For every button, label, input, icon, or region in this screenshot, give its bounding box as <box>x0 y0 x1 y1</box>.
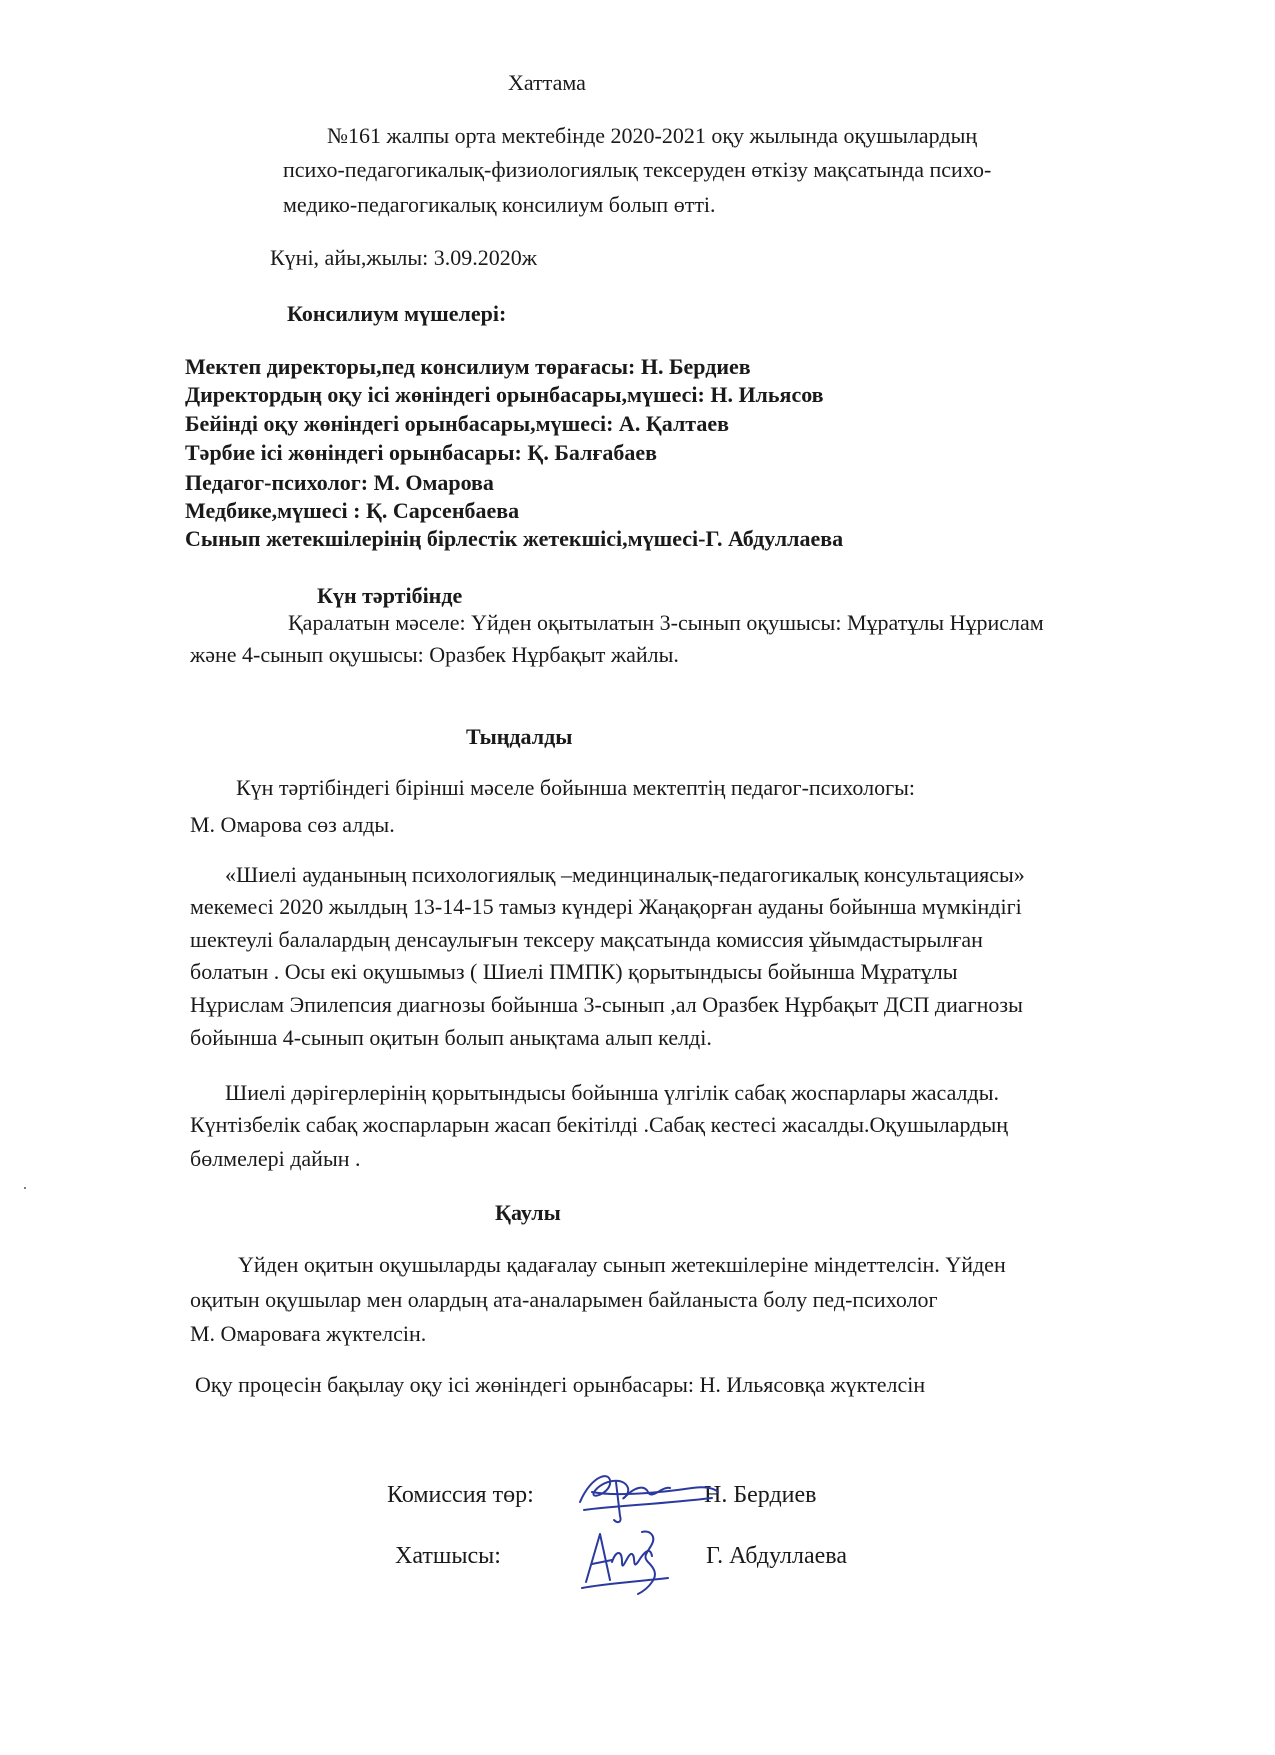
member-item: Директордың оқу ісі жөніндегі орынбасары,мүшесі: Н. Ильясов <box>185 382 824 407</box>
secretary-signature <box>572 1522 682 1602</box>
chair-name: Н. Бердиев <box>704 1482 817 1508</box>
member-item: Медбике,мүшесі : Қ. Сарсенбаева <box>185 498 520 523</box>
intro-line: психо-педагогикалық-физиологиялық тексеруден өткізу мақсатында психо- <box>283 157 992 182</box>
date-line: Күні, айы,жылы: 3.09.2020ж <box>270 245 537 270</box>
paragraph-line: мекемесі 2020 жылдың 13-14-15 тамыз күндері Жаңақорған ауданы бойынша мүмкіндігі <box>190 894 1022 919</box>
paragraph-line: Шиелі дәрігерлерінің қорытындысы бойынша үлгілік сабақ жоспарлары жасалды. <box>225 1080 999 1105</box>
member-item: Мектеп директоры,пед консилиум төрағасы: Н. Бердиев <box>185 354 751 379</box>
member-item: Бейінді оқу жөніндегі орынбасары,мүшесі: А. Қалтаев <box>185 411 730 436</box>
intro-line: медико-педагогикалық консилиум болып өтті. <box>283 192 716 217</box>
paragraph-line: шектеулі балалардың денсаулығын тексеру мақсатында комиссия ұйымдастырылған <box>190 927 983 952</box>
document-title: Хаттама <box>508 70 586 95</box>
member-item: Тәрбие ісі жөніндегі орынбасары: Қ. Балғабаев <box>185 440 658 465</box>
chair-label: Комиссия төр: <box>387 1482 534 1508</box>
heard-heading: Тыңдалды <box>466 724 573 749</box>
decision-line: М. Омароваға жүктелсін. <box>190 1321 427 1346</box>
secretary-label: Хатшысы: <box>395 1543 501 1569</box>
heard-line: М. Омарова сөз алды. <box>190 812 395 837</box>
secretary-name: Г. Абдуллаева <box>706 1543 847 1569</box>
scan-speck <box>24 1187 26 1189</box>
paragraph-line: Нұрислам Эпилепсия диагнозы бойынша 3-сынып ,ал Оразбек Нұрбақыт ДСП диагнозы <box>190 992 1023 1017</box>
member-item: Сынып жетекшілерінің бірлестік жетекшісі,мүшесі-Г. Абдуллаева <box>185 526 844 551</box>
agenda-line: Қаралатын мәселе: Үйден оқытылатын 3-сынып оқушысы: Мұратұлы Нұрислам <box>288 610 1044 635</box>
paragraph-line: бөлмелері дайын . <box>190 1146 361 1171</box>
heard-line: Күн тәртібіндегі бірінші мәселе бойынша мектептің педагог-психологы: <box>236 775 915 800</box>
decision-line: Оқу процесін бақылау оқу ісі жөніндегі орынбасары: Н. Ильясовқа жүктелсін <box>195 1372 926 1397</box>
agenda-line: және 4-сынып оқушысы: Оразбек Нұрбақыт жайлы. <box>190 642 679 667</box>
agenda-heading: Күн тәртібінде <box>317 583 463 608</box>
paragraph-line: бойынша 4-сынып оқитын болып анықтама алып келді. <box>190 1025 712 1050</box>
decision-line: Үйден оқитын оқушыларды қадағалау сынып жетекшілеріне міндеттелсін. Үйден <box>238 1252 1006 1277</box>
decision-line: оқитын оқушылар мен олардың ата-аналарымен байланыста болу пед-психолог <box>190 1287 938 1312</box>
decision-heading: Қаулы <box>495 1200 561 1225</box>
member-item: Педагог-психолог: М. Омарова <box>185 470 494 495</box>
members-heading: Консилиум мүшелері: <box>287 301 507 326</box>
intro-line: №161 жалпы орта мектебінде 2020-2021 оқу жылында оқушылардың <box>327 123 978 148</box>
paragraph-line: болатын . Осы екі оқушымыз ( Шиелі ПМПК) қорытындысы бойынша Мұратұлы <box>190 959 958 984</box>
paragraph-line: Күнтізбелік сабақ жоспарларын жасап бекітілді .Сабақ кестесі жасалды.Оқушылардың <box>190 1112 1009 1137</box>
paragraph-line: «Шиелі ауданының психологиялық –мединциналық-педагогикалық консультациясы» <box>225 862 1025 887</box>
